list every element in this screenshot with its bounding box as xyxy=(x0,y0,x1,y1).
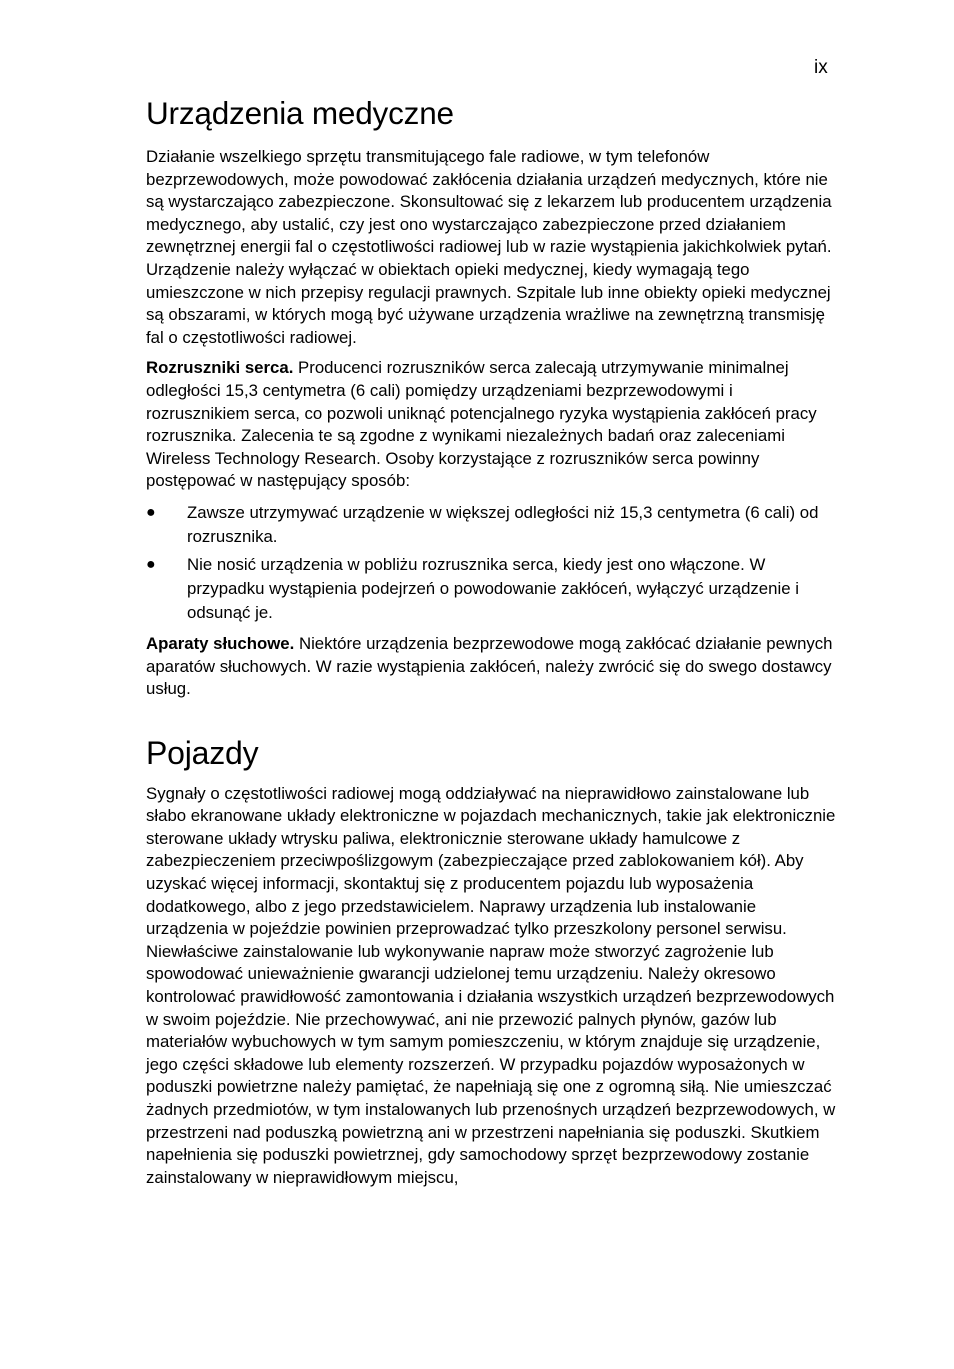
pacemaker-guidelines-list xyxy=(146,501,836,625)
pacemakers-paragraph xyxy=(146,357,836,493)
list-item-text: Nie nosić urządzenia w pobliżu rozrusznika serca, kiedy jest ono włączone. W przypadku wystąpienia podejrzeń o powodowanie zakłóceń, wyłączyć urządzenie i odsunąć je. xyxy=(187,554,799,622)
section-title-vehicles: Pojazdy xyxy=(146,734,259,771)
section-title-medical: Urządzenia medyczne xyxy=(146,95,454,131)
list-item xyxy=(146,553,836,625)
pacemakers-label: Rozruszniki serca. xyxy=(146,358,294,378)
hearing-aids-text: Niektóre urządzenia bezprzewodowe mogą zakłócać działanie pewnych aparatów słuchowych. W razie wystąpienia zakłóceń, należy zwrócić się do swego dostawcy usług. xyxy=(146,633,833,699)
bullet-icon: ● xyxy=(146,555,156,573)
list-item xyxy=(146,501,836,549)
list-item-text: Zawsze utrzymywać urządzenie w większej odległości niż 15,3 centymetra (6 cali) od rozrusznika. xyxy=(187,502,819,546)
page-number: ix xyxy=(814,57,828,78)
medical-intro-paragraph: Działanie wszelkiego sprzętu transmitującego fale radiowe, w tym telefonów bezprzewodowych, może powodować zakłócenia działania urządzeń medycznych, które nie są wystarczająco zabezpieczone. Skonsultować się z lekarzem lub producentem urządzenia medycznego, aby ustalić, czy jest ono wystarczająco zabezpieczone przed działaniem zewnętrznej energii fal o częstotliwości radiowej lub w razie wystąpienia jakichkolwiek pytań. Urządzenie należy wyłączać w obiektach opieki medycznej, kiedy wymagają tego umieszczone w nich przepisy regulacji prawnych. Szpitale lub inne obiekty opieki medycznej są obszarami, w których mogą być używane urządzenia wrażliwe na zewnętrzną transmisję fal o częstotliwości radiowej. xyxy=(146,147,832,347)
page-content xyxy=(146,94,836,1197)
bullet-icon: ● xyxy=(146,503,156,521)
hearing-aids-label: Aparaty słuchowe. xyxy=(146,633,295,653)
pacemakers-text: Producenci rozruszników serca zalecają utrzymywanie minimalnej odległości 15,3 centymetra (6 cali) pomiędzy urządzeniami bezprzewodowymi i rozrusznikiem serca, co pozwoli uniknąć potencjalnego ryzyka wystąpienia zakłóceń pracy rozrusznika. Zalecenia te są zgodne z wynikami niezależnych badań oraz zaleceniami Wireless Technology Research. Osoby korzystające z rozruszników serca powinny postępować w następujący sposób: xyxy=(146,358,817,491)
hearing-aids-paragraph xyxy=(146,633,836,701)
vehicles-paragraph: Sygnały o częstotliwości radiowej mogą oddziaływać na nieprawidłowo zainstalowane lub słabo ekranowane układy elektroniczne w pojazdach mechanicznych, takie jak elektronicznie sterowane układy wtrysku paliwa, elektronicznie sterowane układy hamulcowe z zabezpieczeniem przeciwpoślizgowym (zabezpieczające przed zablokowaniem kół). Aby uzyskać więcej informacji, skontaktuj się z producentem pojazdu lub wyposażenia dodatkowego, albo z jego przedstawicielem. Naprawy urządzenia lub instalowanie urządzenia w pojeździe powinien przeprowadzać tylko przeszkolony personel serwisu. Niewłaściwe zainstalowanie lub wykonywanie napraw może stworzyć zagrożenie lub spowodować unieważnienie gwarancji udzielonej temu urządzeniu. Należy okresowo kontrolować prawidłowość zamontowania i działania wszystkich urządzeń bezprzewodowych w swoim pojeździe. Nie przechowywać, ani nie przewozić palnych płynów, gazów lub materiałów wybuchowych w tym samym pomieszczeniu, w którym znajduje się urządzenie, jego części składowe lub elementy rozszerzeń. W przypadku pojazdów wyposażonych w poduszki powietrzne należy pamiętać, że napełniają się one z ogromną siłą. Nie umieszczać żadnych przedmiotów, w tym instalowanych lub przenośnych urządzeń bezprzewodowych, w przestrzeni nad poduszką powietrzną ani w przestrzeni napełniania się poduszki. Skutkiem napełnienia się poduszki powietrznej, gdy samochodowy sprzęt bezprzewodowy zostanie zainstalowany w nieprawidłowym miejscu, xyxy=(146,783,836,1187)
